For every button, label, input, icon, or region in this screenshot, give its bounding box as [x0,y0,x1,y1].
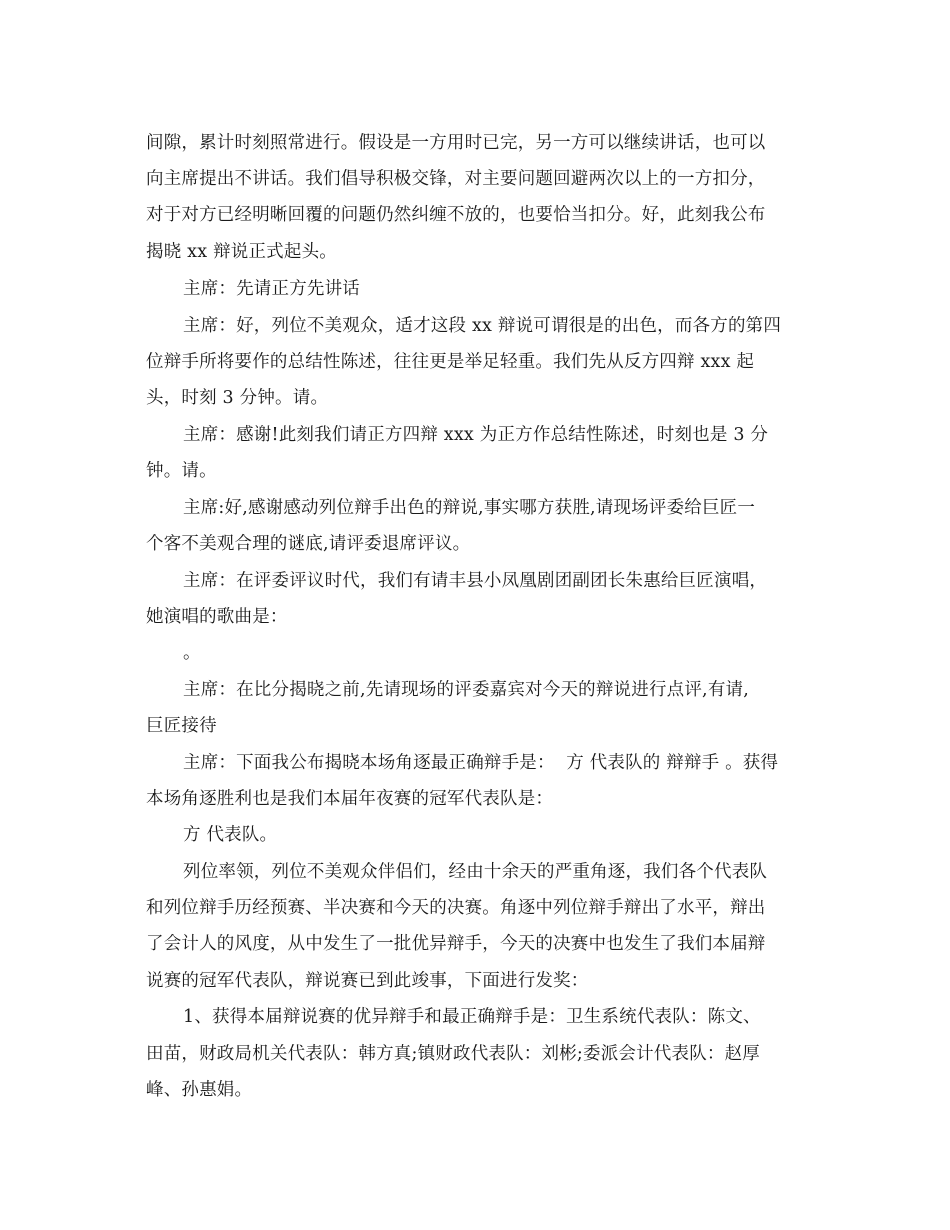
text-line: 方 代表队。 [183,825,278,845]
text-line: 本场角逐胜利也是我们本届年夜赛的冠军代表队是： [146,789,554,809]
text-line: 了会计人的风度，从中发生了一批优异辩手，今天的决赛中也发生了我们本届辩 [146,934,766,954]
text-line: 主席：在比分揭晓之前,先请现场的评委嘉宾对今天的辩说进行点评,有请, [183,680,749,700]
text-line: 主席：好，列位不美观众，适才这段 xx 辩说可谓很是的出色，而各方的第四 [183,316,782,336]
text-line: 主席：感谢!此刻我们请正方四辩 xxx 为正方作总结性陈述，时刻也是 3 分 [183,425,769,445]
text-line: 和列位辩手历经预赛、半决赛和今天的决赛。角逐中列位辩手辩出了水平，辩出 [146,898,766,918]
text-line: 钟。请。 [146,461,217,481]
text-line: 主席：下面我公布揭晓本场角逐最正确辩手是： 方 代表队的 辩辩手 。获得 [183,753,779,773]
text-line: 她演唱的歌曲是： [146,607,288,627]
text-line: 列位率领，列位不美观众伴侣们，经由十余天的严重角逐，我们各个代表队 [183,862,768,882]
text-line: 向主席提出不讲话。我们倡导积极交锋，对主要问题回避两次以上的一方扣分， [146,169,766,189]
text-line: 说赛的冠军代表队，辩说赛已到此竣事，下面进行发奖： [146,971,589,991]
text-line: 头，时刻 3 分钟。请。 [146,388,329,408]
text-line: 位辩手所将要作的总结性陈述，往往更是举足轻重。我们先从反方四辩 xxx 起 [146,352,755,372]
text-line: 个客不美观合理的谜底,请评委退席评议。 [146,534,471,554]
text-line: 田苗，财政局机关代表队：韩方真;镇财政代表队：刘彬;委派会计代表队：赵厚 [146,1044,760,1064]
text-line: 对于对方已经明晰回覆的问题仍然纠缠不放的，也要恰当扣分。好，此刻我公布 [146,205,766,225]
text-line: 间隙，累计时刻照常进行。假设是一方用时已完，另一方可以继续讲话，也可以 [146,133,766,153]
text-line: 主席：先请正方先讲话 [183,279,360,299]
text-line: 巨匠接待 [146,716,217,736]
text-line: 揭晓 xx 辩说正式起头。 [146,242,337,262]
text-line: 主席:好,感谢感动列位辩手出色的辩说,事实哪方获胜,请现场评委给巨匠一 [183,498,756,518]
text-line: 。 [183,643,201,663]
text-line: 主席：在评委评议时代，我们有请丰县小凤凰剧团副团长朱惠给巨匠演唱， [183,571,768,591]
text-line: 1、获得本届辩说赛的优异辩手和最正确辩手是：卫生系统代表队：陈文、 [183,1007,761,1027]
text-line: 峰、孙惠娟。 [146,1080,253,1100]
